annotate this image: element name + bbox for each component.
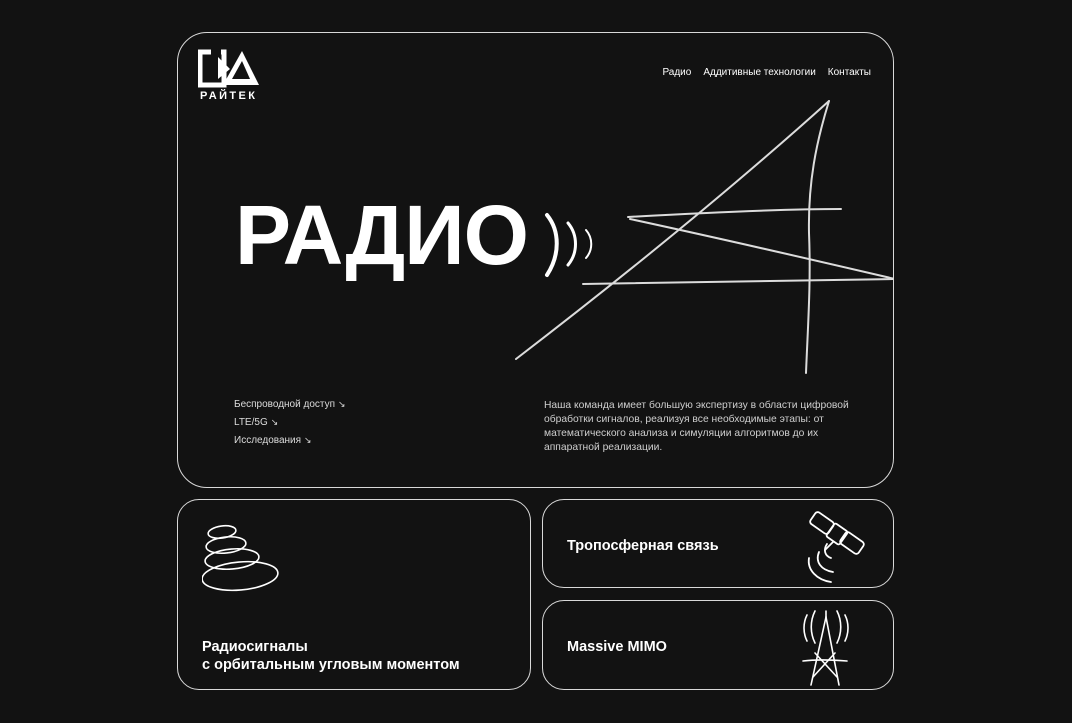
logo-icon [198, 49, 262, 89]
card-oam-title-line1: Радиосигналы [202, 639, 308, 655]
link-lte-5g-label: LTE/5G [234, 417, 268, 428]
hero-card [177, 32, 894, 488]
link-lte-5g[interactable] [234, 417, 346, 428]
nav-item-radio[interactable]: Радио [662, 67, 692, 78]
top-nav [662, 67, 871, 78]
link-research-label: Исследования [234, 435, 302, 446]
card-oam-signals[interactable] [177, 499, 531, 690]
card-tropospheric[interactable] [542, 499, 894, 588]
nav-item-contacts[interactable]: Контакты [827, 67, 871, 78]
arrow-down-right-icon: ↘ [270, 417, 279, 427]
link-wireless-access-label: Беспроводной доступ [234, 399, 335, 410]
card-oam-title [202, 638, 460, 674]
card-mimo-title: Massive MIMO [567, 639, 667, 655]
spiral-stack-icon [202, 520, 292, 596]
card-massive-mimo[interactable] [542, 600, 894, 690]
arrow-down-right-icon: ↘ [304, 435, 312, 445]
page-title: РАДИО [235, 188, 528, 282]
antenna-tower-icon [793, 603, 859, 689]
card-oam-title-line2: с орбитальным угловым моментом [202, 657, 460, 673]
brand-name: РАЙТЕК [200, 90, 258, 102]
hero-description: Наша команда имеет большую экспертизу в области цифровой обработки сигналов, реализуя все необходимые этапы: от математического анализа и симуляции алгоритмов до их аппаратной реализации. [544, 400, 849, 453]
card-tropo-title: Тропосферная связь [567, 538, 719, 554]
hero-links [234, 399, 346, 453]
link-wireless-access[interactable] [234, 399, 346, 410]
radio-waves-icon [540, 203, 606, 283]
nav-item-additive[interactable]: Аддитивные технологии [703, 67, 816, 78]
brand-logo[interactable] [198, 49, 268, 109]
arrow-down-right-icon: ↘ [338, 399, 346, 409]
satellite-icon [795, 506, 875, 586]
link-research[interactable] [234, 435, 346, 446]
